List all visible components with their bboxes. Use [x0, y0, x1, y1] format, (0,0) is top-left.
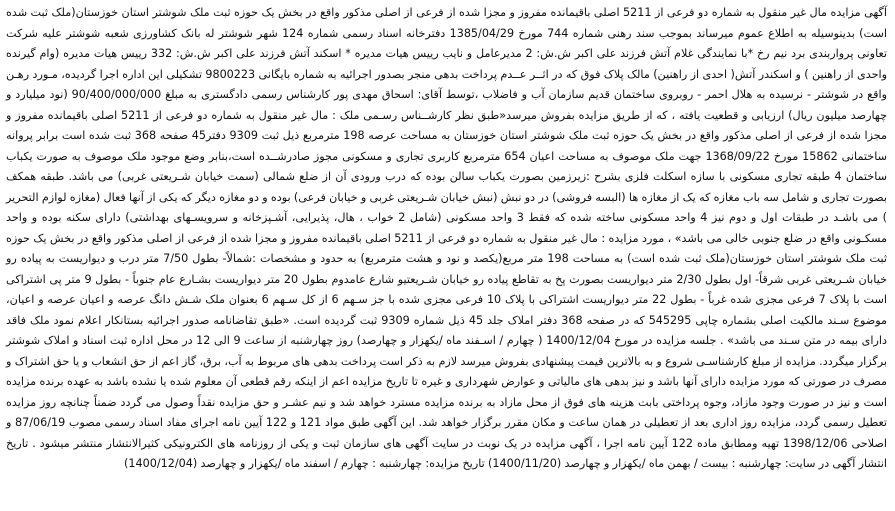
auction-notice-text: آگهی مزایده مال غیر منقول به شماره دو فرعی از 5211 اصلی باقیمانده مفروز و مجزا شده از فرعی از اصلی مذکور واقع در بخش یک حوزه ثبت ملک شوشتر استان خوزستان(ملک ثبت شده است) بدینوسیله به اطلاع عموم میرساند بموجب سند رهنی شماره 744 مورخ 1385/04/29 دفترخانه اسناد رسمی شماره 124 شهر شوشتر له بانک کشاورزی شعبه شوشتر علیه شرکت تعاونی پرواربندی برد نیم رخ *با نمایندگی غلام آتش فرزند علی اکبر ش.ش: 2 مدیرعامل و نایب رییس هیات مدیره * اسکند آتش فرزند علی اکبر ش.ش: 332 رییس هیات مدیره (وام گیرنده واحدی از راهنین ) و اسکندر آتش( احدی از راهنین) مالک پلاک فوق که در اثــر عــدم پرداخت بدهی منجر بصدور اجرائیه به شماره بایگانی 9800223 تشکیلی این اداره اجرا گردیده، مـورد رهـن واقع در شوشتر - نرسیده به هلال احمر - روبروی ساختمان قدیم سازمان آب و فاضلاب ،توسط آقای: اسحاق مهدی پور کارشناس رسمی دادگستری به مبلغ 90/400/000/000 (نود میلیارد و چهارصد میلیون ریال) ارزیابی و قطعیت یافته ، که از طریق مزایده بفروش میرسد«طبق نظر کارشــناس رسـمی ملک : مال غیر منقول به شماره دو فرعی از 5211 اصلی باقیمانده مفروز و مجزا شده از فرعی از اصلی مذکور واقع در بخش یک حوزه ثبت ملک شوشتر استان خوزستان به مساحت عرصه 198 مترمربع ذیل ثبت 9309 دفتر45 صفحه 368 ثبت شده است برابر پروانه ساختمانی 15862 مورخ 1368/09/22 جهت ملک موصوف به مساحت اعیان 654 مترمربع کاربری تجاری و مسکونی مجوز صادرشــده است،بنابر وضع موجود ملک موصوف به صورت یکباب ساختمان 4 طبقه تجاری مسکونی با سازه اسکلت فلزی بشرح :زیرزمین بصورت یکباب سالن بوده که درب ورودی آن از ضلع شمالی (سمت خیابان شـریعتی غربی) می باشد. طبقه همکف بصورت تجاری و شامل سه باب مغازه که یک از مغازه ها (البسه فروشی) در دو نبش (نبش خیابان شـریعتی غربی و خیابان فرعی) بوده و دو مغازه دیگر که یکی از آنها فعال (مغازه لوازم التحریر ) می باشـد در طبقات اول و دوم نیز 4 واحد مسکونی ساخته شده که فقط 3 واحد مسکونی (شامل 2 خواب ، هال، پذیرایی، آشـپزخانه و سرویسـهای بهداشتی) دارای سکنه بوده و واحد مسکـونی واقع در ضلع جنوبی خالی می باشد» ، مورد مزایده : مال غیر منقول به شماره دو فرعی از 5211 اصلی باقیمانده مفروز و مجزا شده از فرعی از اصلی مذکور واقع در بخش یک حوزه ثبت ملک شوشتر استان خوزستان(ملک ثبت شده است) به مساحت 198 متر مربع(یکصد و نود و هشت مترمربع) به حدود و مشخصات :شمالاً- بطول 7/50 متر درب و دیواریست به پیاده رو خیابان شـریعتی غربی شرقاً- اول بطول 2/30 متر دیواریست بصورت پخ به تقاطع پیاده رو خیابان شـریعتیو شارع عامدوم بطول 20 متر دیواریست بشـارع عام جنوباً - بطول 9 متر پی اشتراکی است با پلاک 7 فرعی مجزی شده غرباً - بطول 22 متر دیواریست اشتراکی با پلاک 10 فرعی مجزی شده با جز سـهم 6 از کل سـهم 6 بعنوان ملک شـش دانگ عرصه و اعیان عرصه و اعیان، موضوع سـند مالکیت اصلی بشماره چاپی 545295 که در صفحه 368 دفتر املاک جلد 45 ذیل شماره 9309 ثبت گردیده است. «طبق تقاضانامه صدور اجرائیه بستانکار اعلام نمود ملک فاقد دارای بیمه در متن سـند می باشد» . جلسه مزایده در مورخ 1400/12/04 ( چهارم / اسـفند ماه /یکهزار و چهارصد) روز چهارشنبه از ساعت 9 الی 12 در محل اداره ثبت اسناد و املاک شوشتر برگزار میگردد. مزایده از مبلغ کارشناسـی شروع و به بالاترین قیمت پیشنهادی بفروش میرسد لازم به ذکر است پرداخت بدهی های مربوط به آب، برق، گاز اعم از حق انشعاب و یا حق اشتراک و مصرف در صورتی که مورد مزایده دارای آنها باشد و نیز بدهی های مالیاتی و عوارض شهرداری و غیره تا تاریخ مزایده اعم از اینکه رقم قطعی آن معلوم شده یا نشده باشد به عهده برنده مزایده است و نیز در صورت وجود مازاد، وجوه پرداختی بابت هزینه های فوق از محل مازاد به برنده مزایده مسترد خواهد شد و نیم عشـر و حق مزایده نقداً وصول می گردد ضمناً چنانچه روز مزایده تعطیل رسمی گردد، مزایده روز اداری بعد از تعطیلی در همان ساعت و مکان مقرر برگزار خواهد شد. این آگهی طبق مواد 121 و 122 آیین نامه اجرای مفاد اسناد رسمی مصوب 87/06/19 و اصلاحی 1398/12/06 تهیه ومطابق ماده 122 آیین نامه اجرا ، آگهی مزایده در یک نوبت در سایت آگهی های سازمان ثبت و یکی از روزنامه های الکترونیکی کثیرالانتشار منتشر میشود . تاریخ انتشار آگهی در سایت: چهارشنبه : بیست / بهمن ماه /یکهزار و چهارصد (1400/11/20) تاریخ مزایده: چهارشنبه : چهارم / اسفند ماه /یکهزار و چهارصد (1400/12/04) [6, 6, 888, 470]
